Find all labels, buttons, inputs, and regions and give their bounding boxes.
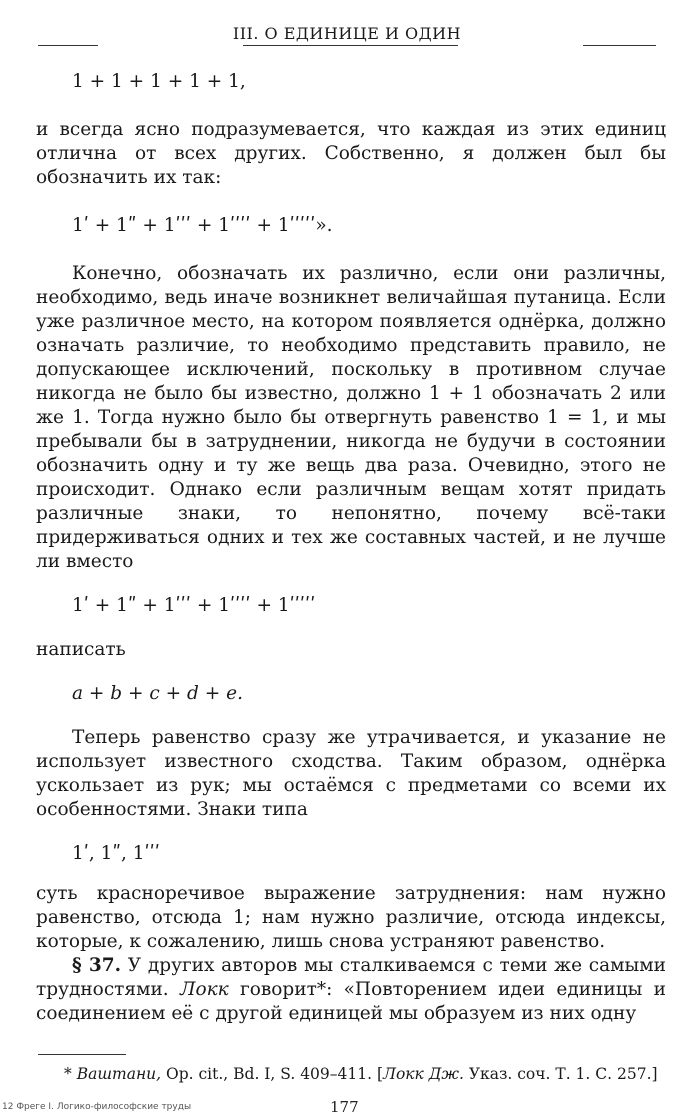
footnote-rule [38, 1054, 126, 1055]
paragraph-eloquent-expression: суть красноречивое выражение затруднения: нам нужно равенство, отсюда 1; нам нужно различие, отсюда индексы, которые, к сожалению, лишь снова устраняют равенство. [36, 883, 666, 952]
paragraph-section-37 [36, 954, 666, 1026]
footnote-reference: Op. cit., Bd. I, S. 409–411. [ [166, 1065, 384, 1083]
footnote-author: Ваштани, [76, 1065, 162, 1083]
header-rule-right [583, 45, 656, 46]
paragraph-units-distinct: и всегда ясно подразумевается, что каждая из этих единиц отлична от всех других. Собственно, я должен был бы обозначить их так: [36, 119, 666, 188]
formula-letters: a + b + c + d + e. [72, 683, 243, 704]
footnote [38, 1064, 658, 1084]
header-rule-middle [243, 45, 458, 46]
formula-sum-of-ones: 1 + 1 + 1 + 1 + 1, [72, 71, 246, 92]
footnote-ru-reference: Указ. соч. Т. 1. С. 257.] [468, 1065, 658, 1083]
section-37-text-a: У других авторов мы сталкиваемся с теми же самыми трудностями. [36, 955, 667, 1000]
formula-signs: 1ʹ, 1ʺ, 1ʹʹʹ [72, 843, 160, 864]
author-locke: Локк [180, 979, 229, 1000]
footnote-marker: * [64, 1065, 72, 1083]
printer-stamp: 12 Фреге I. Логико-философские труды [2, 1102, 192, 1112]
section-mark: § 37. [72, 955, 122, 976]
running-title: III. О ЕДИНИЦЕ И ОДИН [232, 24, 462, 43]
paragraph-designate-differently: Конечно, обозначать их различно, если они различны, необходимо, ведь иначе возникнет величайшая путаница. Если уже различное место, на котором появляется однёрка, должно означать различие, то необходимо представить правило, не допускающее исключений, поскольку в противном случае никогда не было бы известно, должно 1 + 1 обозначать 2 или же 1. Тогда нужно было бы отвергнуть равенство 1 = 1, и мы пребывали бы в затруднении, никогда не будучи в состоянии обозначить одну и ту же вещь два раза. Очевидно, этого не происходит. Однако если различным вещам хотят придать различные знаки, то непонятно, почему всё-таки придерживаться одних и тех же составных частей, и не лучше ли вместо [36, 263, 666, 572]
section-37-text-b: говорит*: «Повторением идеи единицы и соединением её с другой единицей мы образуем из них одну [36, 979, 667, 1024]
page-number: 177 [330, 1098, 359, 1116]
running-header [38, 24, 656, 46]
formula-indexed-ones: 1ʹ + 1ʺ + 1ʹʹʹ + 1ʹʹʹʹ + 1ʹʹʹʹʹ». [72, 215, 333, 236]
page-body [36, 70, 666, 1026]
page-footer [0, 1098, 695, 1116]
paragraph-equality-lost: Теперь равенство сразу же утрачивается, и указание не использует известного сходства. Таким образом, однёрка ускользает из рук; мы остаёмся с предметами со всеми их особенностями. Знаки типа [36, 727, 666, 820]
formula-indexed-ones-2: 1ʹ + 1ʺ + 1ʹʹʹ + 1ʹʹʹʹ + 1ʹʹʹʹʹ [72, 595, 316, 616]
line-write: написать [36, 639, 126, 660]
footnote-ru-author: Локк Дж. [383, 1065, 464, 1083]
header-rule-left [38, 45, 98, 46]
